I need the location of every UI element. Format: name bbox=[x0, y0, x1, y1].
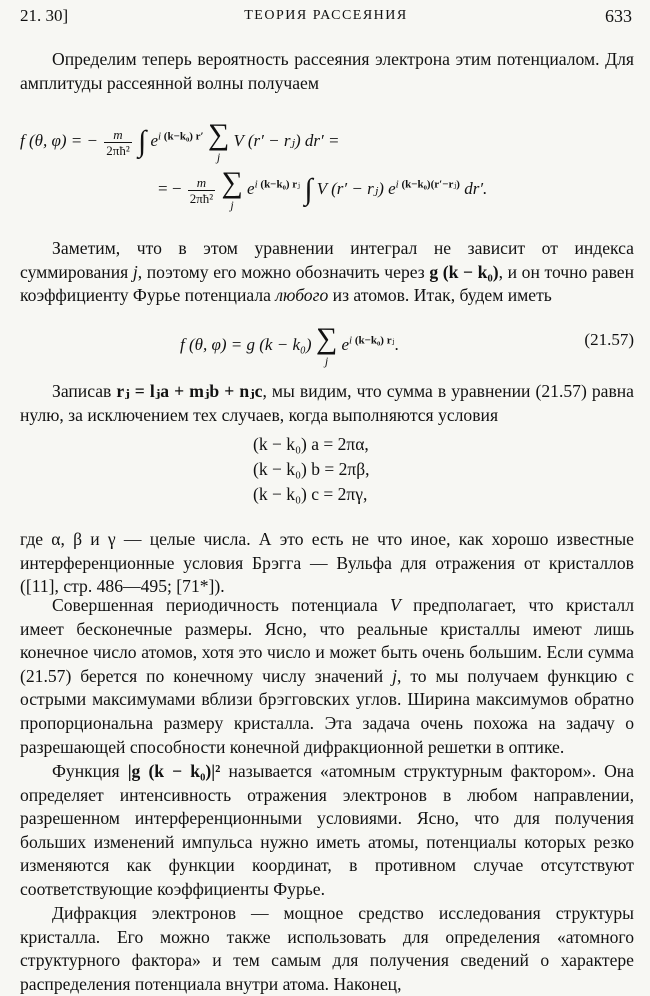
paragraph-6: Функция |g (k − k₀)|² называется «атомным структурным фактором». Она определяет интенсивность отражения электронов в любом направлении, разрешенном интерференционными условиями. Ясно, что для получения больших изменений импульса нужно иметь атомы, потенциалы которых резко изменяются как функции координат, в противном случае отсутствуют соответствующие коэффициенты Фурье. bbox=[20, 761, 635, 899]
equation-1-line-2: = − $\frac{m}{\text{2πħ²}}$ ∑ j $e^{i (k-k_0) rⱼ}$ ∫ V (r′ − rⱼ) $e^{i (k-k_0)(r'-rⱼ)}$ dr′. bbox=[158, 166, 488, 212]
equation-1-line2-prefix: = − bbox=[158, 178, 182, 198]
fraction: $\frac{m}{\text{2πħ²}}$ bbox=[189, 174, 214, 206]
section-number: 21. 30] bbox=[20, 6, 69, 25]
paragraph-5: Совершенная периодичность потенциала V предполагает, что кристалл имеет бесконечные размеры. Ясно, что реальные кристаллы имеют лишь конечное число атомов, хотя это число и может быть очень большим. Если сумма (21.57) берется по конечному числу значений j, то мы получаем функцию с острыми максимумами вблизи брэгговских углов. Ширина максимумов обратно пропорциональна размеру кристалла. Эта задача очень похожа на задачу о разрешающей способности конечной дифракционной решетки в оптике. bbox=[20, 595, 634, 757]
integral-sign: ∫ bbox=[137, 125, 147, 158]
equation-1-integrand: V (r′ − rⱼ) dr′ = bbox=[233, 130, 340, 150]
paragraph-4: где α, β и γ — целые числа. А это есть не что иное, как хорошо известные интерференционные условия Брэгга — Вульфа для отражения от кристаллов ([11], стр. 486—495; [71*]). bbox=[20, 529, 634, 597]
equation-21-57-lhs: f (θ, φ) = g (k − k₀) bbox=[180, 334, 312, 354]
page-number: 633 bbox=[605, 6, 632, 26]
sum-sign: ∑ j bbox=[315, 322, 338, 368]
condition-b: (k − k₀) b = 2πβ, bbox=[253, 459, 370, 479]
paragraph-3: Записав rⱼ = lⱼa + mⱼb + nⱼc, мы видим, что сумма в уравнении (21.57) равна нулю, за исключением тех случаев, когда выполняются условия bbox=[20, 381, 634, 425]
equation-number: (21.57) bbox=[584, 330, 634, 349]
condition-c: (k − k₀) c = 2πγ, bbox=[253, 484, 368, 504]
chapter-title: ТЕОРИЯ РАССЕЯНИЯ bbox=[244, 8, 408, 23]
bragg-conditions bbox=[253, 432, 369, 507]
paragraph-7: Дифракция электронов — мощное средство исследования структуры кристалла. Его можно также использовать для определения «атомного структурного фактора» и тем самым для получения сведений о характере распределения потенциала внутри атома. Наконец, bbox=[20, 903, 634, 994]
running-head bbox=[20, 6, 632, 32]
equation-1-line-1: f (θ, φ) = − $\frac{m}{\text{2πħ²}}$ ∫ $e^{i (k-k_0) r'}$ ∑ j V (r′ − rⱼ) dr′ = bbox=[20, 118, 340, 164]
sum-sign: ∑ j bbox=[221, 166, 243, 212]
integral-sign: ∫ bbox=[304, 173, 313, 206]
equation-1-line2-end: dr′. bbox=[464, 178, 488, 198]
equation-1-line2-integrand: V (r′ − rⱼ) e bbox=[316, 178, 396, 198]
fraction: $\frac{m}{\text{2πħ²}}$ bbox=[106, 126, 130, 158]
sum-sign: ∑ j bbox=[207, 118, 230, 164]
equation-1-lhs: f (θ, φ) = − bbox=[20, 130, 98, 150]
paragraph-1: Определим теперь вероятность рассеяния электрона этим потенциалом. Для амплитуды рассеянной волны получаем bbox=[20, 49, 634, 93]
condition-a: (k − k₀) a = 2πα, bbox=[253, 434, 369, 454]
paragraph-2: Заметим, что в этом уравнении интеграл не зависит от индекса суммирования j, поэтому его можно обозначить через g (k − k₀), и он точно равен коэффициенту Фурье потенциала любого из атомов. Итак, будем иметь bbox=[20, 238, 635, 306]
equation-21-57: f (θ, φ) = g (k − k₀) ∑ j $e^{i (k-k_0) rⱼ}$. bbox=[180, 322, 399, 368]
